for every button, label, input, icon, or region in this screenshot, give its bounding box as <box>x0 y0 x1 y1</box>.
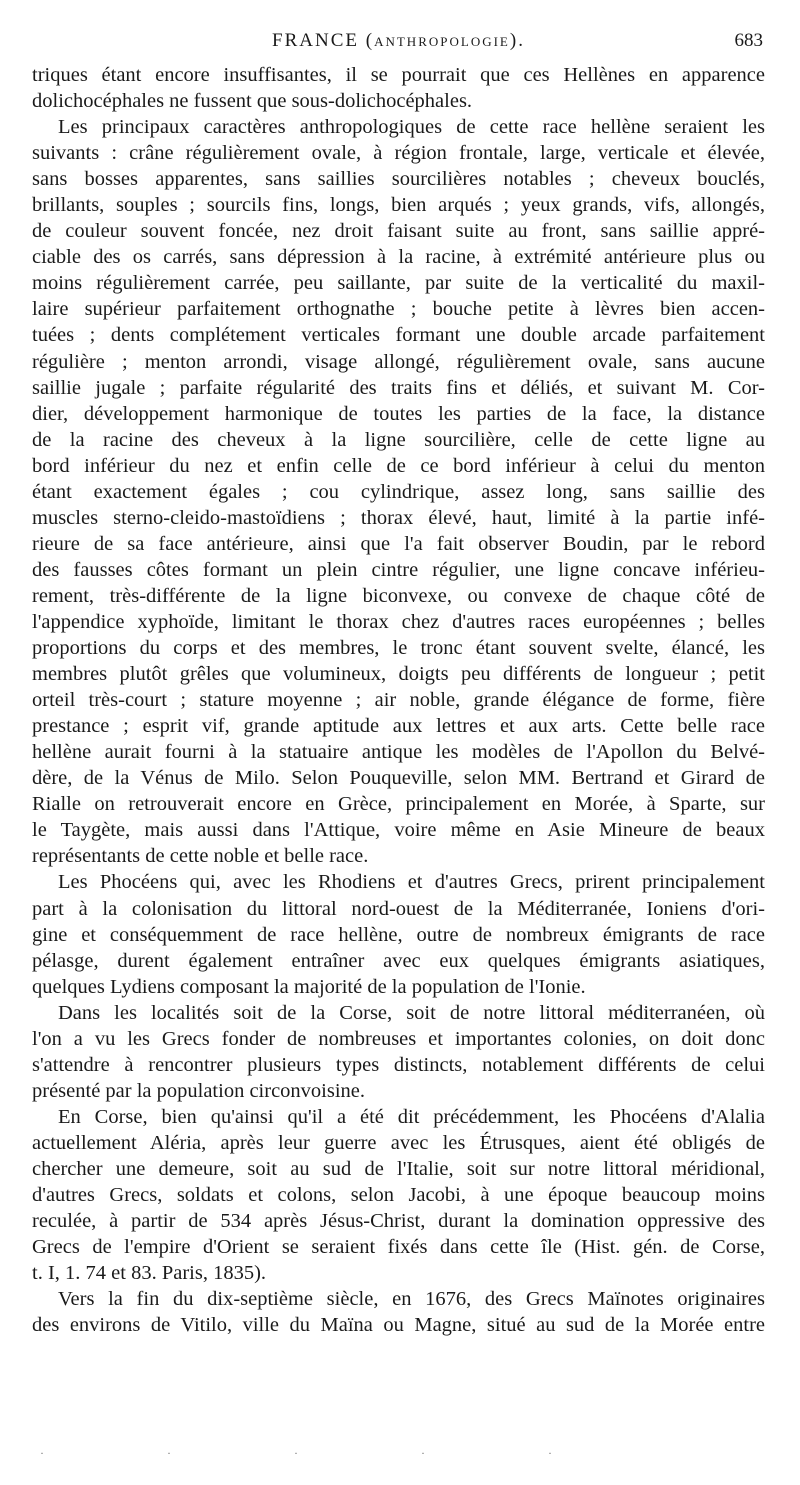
text-line: de couleur souvent foncée, nez droit faisant suite au front, sans saillie appré- <box>32 220 765 243</box>
text-line: actuellement Aléria, après leur guerre avec les Étrusques, aient été obligés de <box>32 1131 765 1154</box>
text-line: régulière ; menton arrondi, visage allongé, régulièrement ovale, sans aucune <box>32 350 765 373</box>
text-line: chercher une demeure, soit au sud de l'Italie, soit sur notre littoral méridional, <box>32 1157 765 1180</box>
text-line: d'autres Grecs, soldats et colons, selon Jacobi, à une époque beaucoup moins <box>32 1184 765 1207</box>
text-line: muscles sterno-cleido-mastoïdiens ; thorax élevé, haut, limité à la partie infé- <box>32 506 765 529</box>
text-line: suivants : crâne régulièrement ovale, à région frontale, large, verticale et élevée, <box>32 142 765 165</box>
text-line: membres plutôt grêles que volumineux, doigts peu différents de longueur ; petit <box>32 663 765 686</box>
text-line: le Taygète, mais aussi dans l'Attique, voire même en Asie Mineure de beaux <box>32 819 765 842</box>
text-line: présenté par la population circonvoisine. <box>32 1079 366 1102</box>
text-line: dère, de la Vénus de Milo. Selon Pouqueville, selon MM. Bertrand et Girard de <box>32 767 765 790</box>
text-line: sans bosses apparentes, sans saillies sourcilières notables ; cheveux bouclés, <box>32 168 765 191</box>
text-line: des fausses côtes formant un plein cintre régulier, une ligne concave inférieu- <box>32 558 765 581</box>
text-line: dolichocéphales ne fussent que sous-dolichocéphales. <box>32 90 473 113</box>
text-line: moins régulièrement carrée, peu saillante, par suite de la verticalité du maxil- <box>32 272 765 295</box>
text-line: t. I, 1. 74 et 83. Paris, 1835). <box>32 1262 267 1285</box>
text-line: Rialle on retrouverait encore en Grèce, principalement en Morée, à Sparte, sur <box>32 793 765 816</box>
text-line: proportions du corps et des membres, le tronc étant souvent svelte, élancé, les <box>32 637 765 660</box>
text-line: ciable des os carrés, sans dépression à la racine, à extrémité antérieure plus ou <box>32 246 765 269</box>
text-line: reculée, à partir de 534 après Jésus-Christ, durant la domination oppressive des <box>32 1210 765 1233</box>
text-line: Les Phocéens qui, avec les Rhodiens et d'autres Grecs, prirent principalement <box>58 871 765 894</box>
running-head-end: ). <box>509 30 525 51</box>
text-line: dier, développement harmonique de toutes les parties de la face, la distance <box>32 402 765 425</box>
text-line: gine et conséquemment de race hellène, outre de nombreux émigrants de race <box>32 923 765 946</box>
text-line: laire supérieur parfaitement orthognathe ; bouche petite à lèvres bien accen- <box>32 298 765 321</box>
text-line: l'on a vu les Grecs fonder de nombreuses et importantes colonies, on doit donc <box>32 1027 765 1050</box>
text-line: rement, très-différente de la ligne biconvexe, ou convexe de chaque côté de <box>32 584 765 607</box>
text-line: En Corse, bien qu'ainsi qu'il a été dit précédemment, les Phocéens d'Alalia <box>58 1105 765 1128</box>
page <box>32 0 765 1337</box>
text-line: Dans les localités soit de la Corse, soit de notre littoral méditerranéen, où <box>58 1001 765 1024</box>
bottom-specks: · · · · · <box>40 1446 612 1460</box>
text-line: représentants de cette noble et belle race. <box>32 845 369 868</box>
text-line: brillants, souples ; sourcils fins, longs, bien arqués ; yeux grands, vifs, allongés, <box>32 194 765 217</box>
text-line: étant exactement égales ; cou cylindrique, assez long, sans saillie des <box>32 480 765 503</box>
running-head <box>32 30 765 52</box>
page-number: 683 <box>734 30 763 51</box>
text-line: saillie jugale ; parfaite régularité des traits fins et déliés, et suivant M. Cor- <box>32 376 765 399</box>
text-line: Les principaux caractères anthropologiques de cette race hellène seraient les <box>58 116 765 139</box>
text-line: part à la colonisation du littoral nord-ouest de la Méditerranée, Ioniens d'ori- <box>32 897 765 920</box>
text-line: des environs de Vitilo, ville du Maïna ou Magne, situé au sud de la Morée entre <box>32 1314 765 1337</box>
text-line: quelques Lydiens composant la majorité de la population de l'Ionie. <box>32 975 586 998</box>
body-text <box>32 62 765 1338</box>
text-line: prestance ; esprit vif, grande aptitude aux lettres et aux arts. Cette belle race <box>32 715 765 738</box>
text-line: triques étant encore insuffisantes, il se pourrait que ces Hellènes en apparence <box>32 64 765 86</box>
text-line: s'attendre à rencontrer plusieurs types distincts, notablement différents de celui <box>32 1053 765 1076</box>
text-line: Grecs de l'empire d'Orient se seraient fixés dans cette île (Hist. gén. de Corse, <box>32 1236 765 1259</box>
text-line: pélasge, durent également entraîner avec eux quelques émigrants asiatiques, <box>32 949 765 972</box>
text-line: bord inférieur du nez et enfin celle de ce bord inférieur à celui du menton <box>32 454 765 477</box>
text-line: tuées ; dents complétement verticales formant une double arcade parfaitement <box>32 324 765 347</box>
text-line: Vers la fin du dix-septième siècle, en 1676, des Grecs Maïnotes originaires <box>58 1288 765 1311</box>
text-line: orteil très-court ; stature moyenne ; air noble, grande élégance de forme, fière <box>32 689 765 712</box>
running-head-subtitle: ANTHROPOLOGIE <box>374 34 510 49</box>
page-header <box>32 0 765 60</box>
text-line: hellène aurait fourni à la statuaire antique les modèles de l'Apollon du Belvé- <box>32 741 765 764</box>
text-line: de la racine des cheveux à la ligne sourcilière, celle de cette ligne au <box>32 428 765 451</box>
running-head-main: FRANCE ( <box>272 30 375 51</box>
text-line: rieure de sa face antérieure, ainsi que l'a fait observer Boudin, par le rebord <box>32 532 765 555</box>
text-line: l'appendice xyphoïde, limitant le thorax chez d'autres races européennes ; belles <box>32 610 765 633</box>
